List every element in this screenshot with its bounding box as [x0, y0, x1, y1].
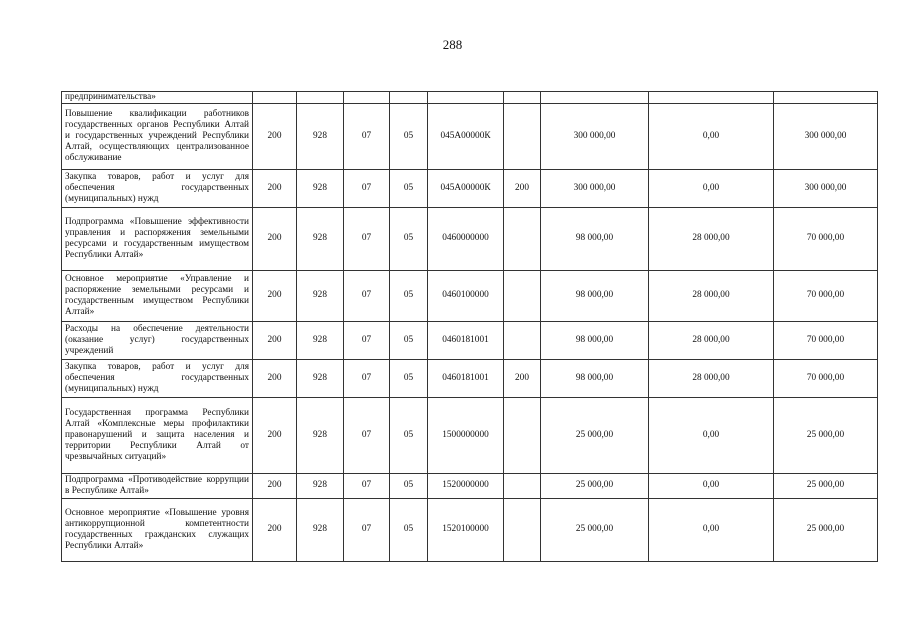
- cell-pr: 05: [390, 321, 428, 359]
- cell-csr: 0460181001: [428, 359, 504, 397]
- cell-name: Основное мероприятие «Повышение уровня антикоррупционной компетентности государственных гражданских служащих Республики Алтай»: [62, 498, 253, 561]
- cell-pr: 05: [390, 270, 428, 321]
- table-body: [62, 92, 878, 562]
- cell-pr: 05: [390, 103, 428, 169]
- cell-vr: 200: [504, 359, 541, 397]
- cell-ved: 928: [297, 473, 344, 498]
- cell-rz: 07: [344, 321, 390, 359]
- cell-regional: [774, 92, 878, 104]
- cell-rz: 07: [344, 359, 390, 397]
- cell-total: [541, 92, 649, 104]
- cell-vr: [504, 321, 541, 359]
- cell-grbs: 200: [253, 270, 297, 321]
- cell-federal: 0,00: [649, 397, 774, 473]
- table-row: [62, 103, 878, 169]
- cell-ved: 928: [297, 103, 344, 169]
- cell-name: Государственная программа Республики Алтай «Комплексные меры профилактики правонарушений и защита населения и территории Республики Алтай от чрезвычайных ситуаций»: [62, 397, 253, 473]
- cell-regional: 300 000,00: [774, 169, 878, 207]
- cell-total: 98 000,00: [541, 207, 649, 270]
- cell-name: Повышение квалификации работников государственных органов Республики Алтай и государственных учреждений Республики Алтай, осуществляющих централизованное обслуживание: [62, 103, 253, 169]
- cell-vr: [504, 270, 541, 321]
- cell-ved: 928: [297, 498, 344, 561]
- cell-csr: 1520000000: [428, 473, 504, 498]
- cell-grbs: 200: [253, 359, 297, 397]
- cell-rz: 07: [344, 207, 390, 270]
- cell-csr: 045А00000К: [428, 103, 504, 169]
- cell-name: Основное мероприятие «Управление и распоряжение земельными ресурсами и государственным имуществом Республики Алтай»: [62, 270, 253, 321]
- cell-federal: 0,00: [649, 169, 774, 207]
- cell-name: Подпрограмма «Повышение эффективности управления и распоряжения земельными ресурсами и государственным имуществом Республики Алтай»: [62, 207, 253, 270]
- cell-csr: 0460100000: [428, 270, 504, 321]
- cell-csr: 0460181001: [428, 321, 504, 359]
- cell-pr: 05: [390, 169, 428, 207]
- cell-federal: [649, 92, 774, 104]
- cell-vr: [504, 498, 541, 561]
- cell-regional: 70 000,00: [774, 207, 878, 270]
- cell-ved: [297, 92, 344, 104]
- cell-ved: 928: [297, 397, 344, 473]
- cell-regional: 300 000,00: [774, 103, 878, 169]
- cell-grbs: 200: [253, 169, 297, 207]
- budget-table: [61, 91, 878, 562]
- cell-name: Закупка товаров, работ и услуг для обеспечения государственных (муниципальных) нужд: [62, 359, 253, 397]
- cell-regional: 25 000,00: [774, 473, 878, 498]
- table-row: [62, 397, 878, 473]
- cell-grbs: 200: [253, 103, 297, 169]
- cell-regional: 70 000,00: [774, 321, 878, 359]
- cell-rz: 07: [344, 169, 390, 207]
- cell-name: предпринимательства»: [62, 92, 253, 104]
- cell-total: 25 000,00: [541, 397, 649, 473]
- cell-federal: 28 000,00: [649, 207, 774, 270]
- cell-total: 25 000,00: [541, 473, 649, 498]
- cell-vr: [504, 92, 541, 104]
- cell-name: Закупка товаров, работ и услуг для обеспечения государственных (муниципальных) нужд: [62, 169, 253, 207]
- cell-total: 25 000,00: [541, 498, 649, 561]
- cell-federal: 28 000,00: [649, 270, 774, 321]
- cell-regional: 25 000,00: [774, 498, 878, 561]
- table-row: [62, 270, 878, 321]
- table-row: [62, 359, 878, 397]
- cell-grbs: 200: [253, 397, 297, 473]
- page-number: 288: [442, 37, 463, 52]
- table-row: [62, 169, 878, 207]
- cell-rz: [344, 92, 390, 104]
- cell-rz: 07: [344, 103, 390, 169]
- cell-ved: 928: [297, 270, 344, 321]
- cell-total: 98 000,00: [541, 321, 649, 359]
- cell-name: Подпрограмма «Противодействие коррупции в Республике Алтай»: [62, 473, 253, 498]
- cell-regional: 70 000,00: [774, 359, 878, 397]
- cell-federal: 0,00: [649, 498, 774, 561]
- table-row: [62, 321, 878, 359]
- cell-total: 300 000,00: [541, 103, 649, 169]
- cell-rz: 07: [344, 397, 390, 473]
- cell-federal: 0,00: [649, 473, 774, 498]
- cell-rz: 07: [344, 498, 390, 561]
- cell-vr: [504, 397, 541, 473]
- cell-csr: 1520100000: [428, 498, 504, 561]
- cell-grbs: 200: [253, 498, 297, 561]
- cell-vr: [504, 207, 541, 270]
- table-row: [62, 498, 878, 561]
- cell-vr: 200: [504, 169, 541, 207]
- cell-vr: [504, 103, 541, 169]
- cell-federal: 28 000,00: [649, 321, 774, 359]
- cell-grbs: 200: [253, 207, 297, 270]
- cell-csr: [428, 92, 504, 104]
- cell-pr: 05: [390, 498, 428, 561]
- cell-csr: 1500000000: [428, 397, 504, 473]
- cell-grbs: [253, 92, 297, 104]
- cell-total: 98 000,00: [541, 359, 649, 397]
- cell-total: 98 000,00: [541, 270, 649, 321]
- table-row: [62, 473, 878, 498]
- cell-federal: 0,00: [649, 103, 774, 169]
- table-row: [62, 207, 878, 270]
- cell-federal: 28 000,00: [649, 359, 774, 397]
- cell-regional: 25 000,00: [774, 397, 878, 473]
- cell-total: 300 000,00: [541, 169, 649, 207]
- cell-pr: 05: [390, 397, 428, 473]
- cell-csr: 045А00000К: [428, 169, 504, 207]
- cell-pr: 05: [390, 473, 428, 498]
- cell-vr: [504, 473, 541, 498]
- cell-pr: [390, 92, 428, 104]
- cell-name: Расходы на обеспечение деятельности (оказание услуг) государственных учреждений: [62, 321, 253, 359]
- cell-rz: 07: [344, 473, 390, 498]
- cell-pr: 05: [390, 359, 428, 397]
- cell-ved: 928: [297, 207, 344, 270]
- cell-grbs: 200: [253, 473, 297, 498]
- cell-pr: 05: [390, 207, 428, 270]
- cell-ved: 928: [297, 169, 344, 207]
- cell-ved: 928: [297, 359, 344, 397]
- cell-rz: 07: [344, 270, 390, 321]
- table-row: [62, 92, 878, 104]
- cell-grbs: 200: [253, 321, 297, 359]
- cell-ved: 928: [297, 321, 344, 359]
- cell-csr: 0460000000: [428, 207, 504, 270]
- cell-regional: 70 000,00: [774, 270, 878, 321]
